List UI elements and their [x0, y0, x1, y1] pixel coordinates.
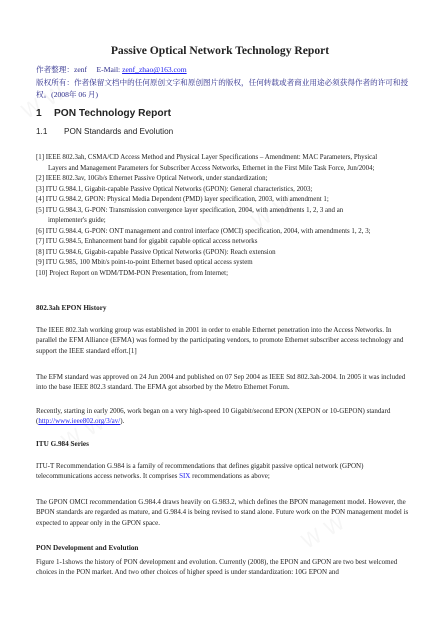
heading-1-text: PON Technology Report: [54, 108, 171, 119]
author-label: 作者整理：: [36, 65, 74, 74]
reference-item: [4] ITU G.984.2, GPON: Physical Media Dependent (PMD) layer specification, 2003, with amendment 1;: [36, 196, 329, 203]
section-title-gpon: ITU G.984 Series: [36, 440, 89, 448]
email-link[interactable]: zenf_zhao@163.com: [122, 65, 187, 74]
copyright-text-1: 版权所有：作者保留文档中的任何原创文字和原创图片的版权，任何转载或者商业用途必须获得作者的许可和授: [36, 78, 409, 87]
reference-item: [1] IEEE 802.3ah, CSMA/CD Access Method and Physical Layer Specifications – Amendment: MAC Parameters, Physical Layers and Management Parameters for Subscriber Access Networks, Ethernet in the First Mile Task Force, Jun/2004;: [36, 154, 378, 172]
reference-item: [10] Project Report on WDM/TDM-PON Presentation, from Internet;: [36, 269, 229, 277]
reference-item: [7] ITU G.984.5, Enhancement band for gigabit capable optical access networks: [36, 238, 258, 245]
heading-1-number: 1: [36, 108, 42, 119]
author-line: [36, 64, 412, 76]
email-label: E-Mail:: [96, 65, 121, 74]
section-title-development: PON Development and Evolution: [36, 544, 139, 552]
reference-item: [5] ITU G.984.3, G-PON: Transmission convergence layer specification, 2004, with amendments 1, 2, 3 and an implementer's guide;: [36, 206, 344, 224]
heading-1-1: [36, 127, 173, 136]
paragraph: The EFM standard was approved on 24 Jun 2004 and published on 07 Sep 2004 as IEEE Std 802.3ah-2004. In 2005 it was included into the base IEEE 802.3 standard. The EFMA got absorbed by the Metro Ethernet Forum.: [36, 373, 406, 392]
six-link[interactable]: SIX: [179, 472, 191, 481]
reference-item: [8] ITU G.984.6, Gigabit-capable Passive Optical Networks (GPON): Reach extension: [36, 248, 276, 256]
reference-item: [2] IEEE 802.3av, 10Gb/s Ethernet Passive Optical Network, under standardization;: [36, 175, 268, 182]
paragraph: The GPON OMCI recommendation G.984.4 draws heavily on G.983.2, which defines the BPON management model. However, the BPON standards are regarded as mature, and G.984.4 is being revised to stand alone. Future work on the PON management model is expected to appear only in the GPON space.: [36, 498, 409, 527]
copyright-line: [36, 77, 412, 101]
heading-1-1-text: PON Standards and Evolution: [64, 127, 174, 136]
section-title-epon: 802.3ah EPON History: [36, 304, 107, 312]
ieee-802-3av-link[interactable]: http://www.ieee802.org/3/av/: [38, 417, 121, 426]
reference-item: [3] ITU G.984.1, Gigabit-capable Passive Optical Networks (GPON): General characteristics, 2003;: [36, 185, 313, 193]
author-name: zenf: [73, 65, 88, 74]
copyright-text-2: 权。(2008年 06 月): [36, 90, 99, 99]
reference-item: [9] ITU G.985, 100 Mbit/s point-to-point Ethernet based optical access system: [36, 259, 253, 266]
heading-1-1-number: 1.1: [36, 127, 48, 136]
reference-item: [6] ITU G.984.4, G-PON: ONT management and control interface (OMCI) specification, 2004, with amendments 1, 2, 3;: [36, 227, 371, 235]
paragraph: ITU-T Recommendation G.984 is a family of recommendations that defines gigabit passive optical network (GPON) telecommunications access networks. It comprises SIX recommendations as above;: [36, 462, 364, 481]
paragraph: Recently, starting in early 2006, work began on a very high-speed 10 Gigabit/second EPON (XEPON or 10-GEPON) standard (http://www.ieee802.org/3/av/).: [36, 407, 391, 426]
reference-list: [36, 153, 418, 279]
paragraph: The IEEE 802.3ah working group was established in 2001 in order to enable Ethernet penetration into the Access Networks. In parallel the EFM Alliance (EFMA) was formed by the participating vendors, to promote Ethernet subscriber access technology and support the IEEE standard effort.[1]: [36, 326, 404, 355]
document-title: Passive Optical Network Technology Report: [110, 44, 330, 57]
heading-1: [36, 108, 171, 119]
paragraph: Figure 1-1shows the history of PON development and evolution. Currently (2008), the EPON and GPON are two best welcomed choices in the PON market. And two other choices of higher speed is under standardization: 10G EPON and: [36, 558, 398, 577]
